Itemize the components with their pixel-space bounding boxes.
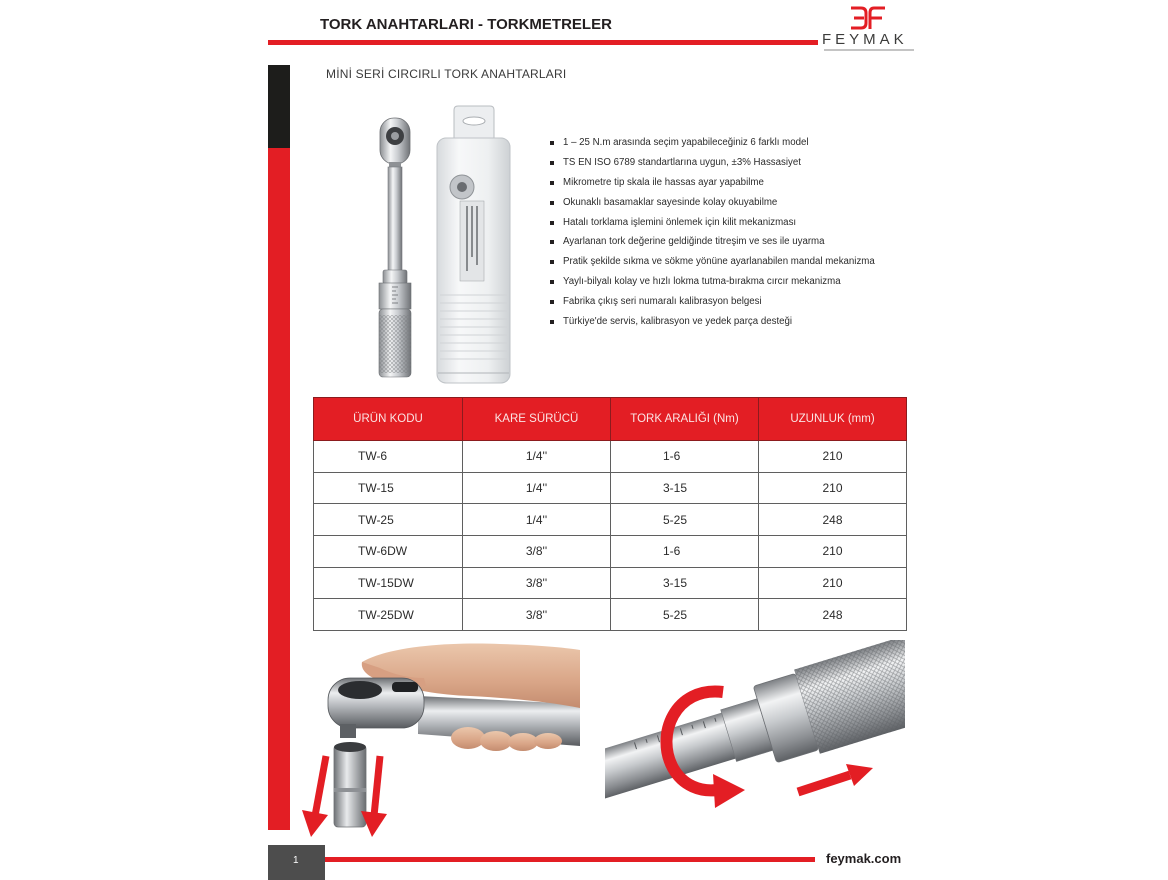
feature-item [550,153,875,173]
feature-text: TS EN ISO 6789 standartlarına uygun, ±3% Hassasiyet [563,156,801,168]
cell-length: 210 [759,567,907,599]
square-bullet-icon [550,221,554,225]
feature-text: Okunaklı basamaklar sayesinde kolay okuyabilme [563,196,778,208]
red-down-arrow-icon [302,756,328,837]
cell-length: 210 [759,472,907,504]
cell-torque-range: 3-15 [611,472,759,504]
ratchet-head [328,678,424,738]
red-right-arrow-icon [798,764,873,792]
table-row [314,567,907,599]
spec-table [313,397,907,631]
cell-square-drive: 1/4'' [463,472,611,504]
square-bullet-icon [550,240,554,244]
cell-square-drive: 1/4'' [463,441,611,473]
table-row [314,599,907,631]
section-title: MİNİ SERİ CIRCIRLI TORK ANAHTARLARI [326,67,567,81]
page-header-title: TORK ANAHTARLARI - TORKMETRELER [320,16,612,33]
brand-logo [818,2,918,54]
cell-product-code: TW-25DW [314,599,463,631]
feymak-logo-mark-icon [848,4,888,30]
cell-square-drive: 3/8'' [463,535,611,567]
feature-item [550,312,875,332]
cell-product-code: TW-6 [314,441,463,473]
feature-text: Yaylı-bilyalı kolay ve hızlı lokma tutma-bırakma cırcır mekanizma [563,276,841,288]
cell-square-drive: 3/8'' [463,567,611,599]
square-bullet-icon [550,141,554,145]
table-row [314,472,907,504]
ratchet-usage-photo [300,638,580,838]
square-bullet-icon [550,161,554,165]
cell-torque-range: 1-6 [611,535,759,567]
socket [334,742,366,827]
logo-wordmark: FEYMAK [822,31,908,48]
column-header-product-code: ÜRÜN KODU [314,398,463,441]
cell-length: 248 [759,599,907,631]
feature-item [550,252,875,272]
square-bullet-icon [550,260,554,264]
cell-torque-range: 5-25 [611,599,759,631]
product-image [370,105,520,390]
column-header-square-drive: KARE SÜRÜCÜ [463,398,611,441]
feature-text: Mikrometre tip skala ile hassas ayar yapabilme [563,176,764,188]
feature-item [550,133,875,153]
feature-text: Fabrika çıkış seri numaralı kalibrasyon belgesi [563,296,762,308]
cell-square-drive: 3/8'' [463,599,611,631]
feature-text: Hatalı torklama işlemini önlemek için kilit mekanizması [563,216,797,228]
feature-list [550,133,875,332]
cell-torque-range: 5-25 [611,504,759,536]
cell-square-drive: 1/4'' [463,504,611,536]
table-row [314,535,907,567]
table-header-row [314,398,907,441]
column-header-length: UZUNLUK (mm) [759,398,907,441]
cell-length: 210 [759,441,907,473]
square-bullet-icon [550,320,554,324]
cell-product-code: TW-6DW [314,535,463,567]
cell-torque-range: 3-15 [611,567,759,599]
torque-wrench-illustration [379,118,411,377]
sidebar-dark-segment [268,65,290,148]
logo-tagline-strip [824,49,914,51]
feature-text: Ayarlanan tork değerine geldiğinde titreşim ve ses ile uyarma [563,236,825,248]
feature-item [550,213,875,233]
header-divider [268,40,818,45]
packaging-tube-illustration [437,106,510,383]
feature-text: Pratik şekilde sıkma ve sökme yönüne ayarlanabilen mandal mekanizma [563,256,875,268]
table-row [314,504,907,536]
feature-item [550,292,875,312]
cell-torque-range: 1-6 [611,441,759,473]
feature-item [550,272,875,292]
wrench-shaft [605,640,905,810]
cell-product-code: TW-15DW [314,567,463,599]
cell-length: 248 [759,504,907,536]
feature-item [550,232,875,252]
cell-length: 210 [759,535,907,567]
cell-product-code: TW-25 [314,504,463,536]
square-bullet-icon [550,280,554,284]
torque-adjustment-photo [605,640,905,810]
square-bullet-icon [550,300,554,304]
feature-text: Türkiye'de servis, kalibrasyon ve yedek parça desteği [563,316,793,328]
feature-item [550,173,875,193]
column-header-torque-range: TORK ARALIĞI (Nm) [611,398,759,441]
table-row [314,441,907,473]
footer-divider [325,857,815,862]
website-link[interactable]: feymak.com [826,851,902,866]
sidebar-accent-bar [268,65,290,830]
square-bullet-icon [550,201,554,205]
square-bullet-icon [550,181,554,185]
feature-item [550,193,875,213]
feature-text: 1 – 25 N.m arasında seçim yapabileceğiniz 6 farklı model [563,137,809,148]
page-number-box [268,845,325,880]
page-number: 1 [293,855,299,866]
cell-product-code: TW-15 [314,472,463,504]
